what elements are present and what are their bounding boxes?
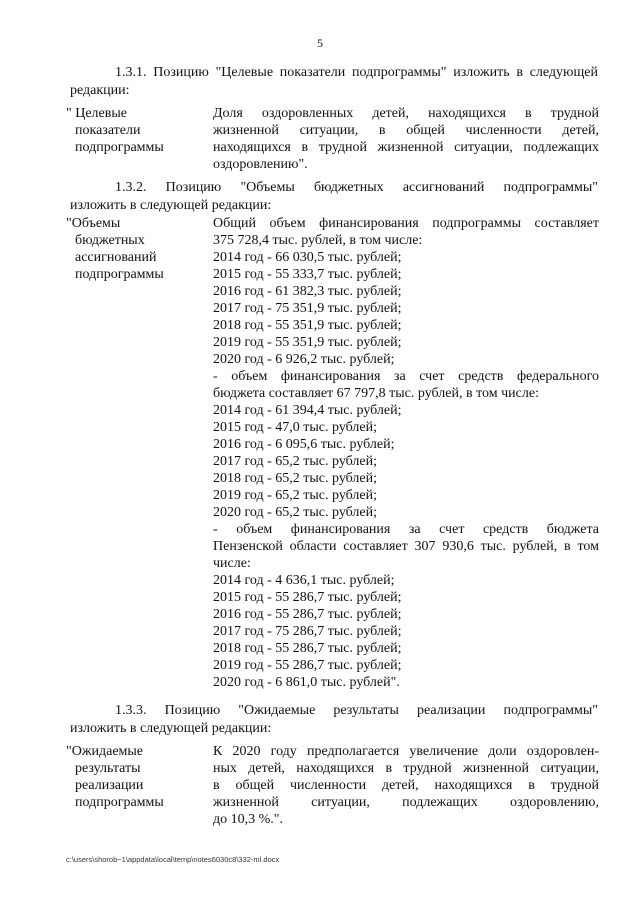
clause-1-3-2	[70, 179, 598, 215]
label-line: ассигнований	[75, 250, 157, 265]
value-line: 2017 год - 75 286,7 тыс. рублей;	[213, 624, 402, 639]
clause-1-3-3-line-2: изложить в следующей редакции:	[70, 721, 272, 736]
value-line: Пензенской области составляет 307 930,6 тыс. рублей, в том	[213, 539, 599, 554]
value-line: 375 728,4 тыс. рублей, в том числе:	[213, 233, 423, 248]
label-line: бюджетных	[75, 233, 145, 248]
label-line: подпрограммы	[75, 140, 164, 155]
target-indicators-label	[66, 105, 206, 156]
value-line: жизненной ситуации, подлежащих оздоровлению,	[213, 795, 599, 810]
value-line: 2017 год - 65,2 тыс. рублей;	[213, 454, 378, 469]
value-line: 2015 год - 55 286,7 тыс. рублей;	[213, 590, 402, 605]
value-line: находящихся в трудной жизненной ситуации, подлежащих	[213, 140, 599, 155]
label-line: подпрограммы	[75, 267, 164, 282]
value-line: Доля оздоровленных детей, находящихся в трудной	[213, 106, 599, 121]
value-line: 2020 год - 6 926,2 тыс. рублей;	[213, 352, 395, 367]
label-line: результаты	[75, 761, 141, 776]
value-line: 2017 год - 75 351,9 тыс. рублей;	[213, 301, 402, 316]
value-line: жизненной ситуации, в общей численности детей,	[213, 123, 599, 138]
value-line: 2018 год - 55 351,9 тыс. рублей;	[213, 318, 402, 333]
clause-1-3-1-line-2: редакции:	[70, 83, 130, 98]
value-line: числе:	[213, 556, 251, 571]
value-line: оздоровлению".	[213, 157, 308, 172]
value-line: бюджета составляет 67 797,8 тыс. рублей, в том числе:	[213, 386, 539, 401]
page-number: 5	[317, 36, 323, 50]
budget-allocations-label	[66, 215, 206, 283]
value-line: в общей численности детей, находящихся в трудной	[213, 778, 599, 793]
value-line: 2015 год - 55 333,7 тыс. рублей;	[213, 267, 402, 282]
value-line: 2020 год - 6 861,0 тыс. рублей".	[213, 675, 400, 690]
value-line: 2018 год - 55 286,7 тыс. рублей;	[213, 641, 402, 656]
clause-1-3-2-line-1: 1.3.2. Позицию "Объемы бюджетных ассигнований подпрограммы"	[115, 180, 598, 195]
clause-1-3-3	[70, 702, 598, 738]
value-line: 2020 год - 65,2 тыс. рублей;	[213, 505, 378, 520]
label-line: показатели	[75, 123, 141, 138]
label-line: реализации	[75, 778, 144, 793]
clause-1-3-1	[70, 64, 598, 100]
value-line: Общий объем финансирования подпрограммы составляет	[213, 216, 599, 231]
label-line: "Ожидаемые	[66, 744, 144, 759]
budget-allocations-value	[213, 215, 599, 691]
value-line: - объем финансирования за счет средств федерального	[213, 369, 599, 384]
expected-results-value	[213, 743, 599, 828]
value-line: 2016 год - 55 286,7 тыс. рублей;	[213, 607, 402, 622]
target-indicators-value	[213, 105, 599, 173]
value-line: 2015 год - 47,0 тыс. рублей;	[213, 420, 378, 435]
clause-1-3-2-line-2: изложить в следующей редакции:	[70, 198, 272, 213]
value-line: 2014 год - 4 636,1 тыс. рублей;	[213, 573, 395, 588]
label-line: подпрограммы	[75, 795, 164, 810]
value-line: 2018 год - 65,2 тыс. рублей;	[213, 471, 378, 486]
clause-1-3-3-line-1: 1.3.3. Позицию "Ожидаемые результаты реализации подпрограммы"	[115, 703, 598, 718]
value-line: до 10,3 %.".	[213, 812, 283, 827]
value-line: 2014 год - 61 394,4 тыс. рублей;	[213, 403, 402, 418]
expected-results-label	[66, 743, 206, 811]
value-line: 2014 год - 66 030,5 тыс. рублей;	[213, 250, 402, 265]
value-line: 2019 год - 65,2 тыс. рублей;	[213, 488, 378, 503]
value-line: - объем финансирования за счет средств бюджета	[213, 522, 599, 537]
clause-1-3-1-line-1: 1.3.1. Позицию "Целевые показатели подпрограммы" изложить в следующей	[115, 65, 598, 80]
value-line: ных детей, находящихся в трудной жизненной ситуации,	[213, 761, 599, 776]
footer-file-path: c:\users\shorob~1\appdata\local\temp\notes6030c8\332-ml.docx	[66, 855, 280, 864]
value-line: К 2020 году предполагается увеличение доли оздоровлен-	[213, 744, 599, 759]
value-line: 2019 год - 55 351,9 тыс. рублей;	[213, 335, 402, 350]
value-line: 2016 год - 6 095,6 тыс. рублей;	[213, 437, 395, 452]
label-line: " Целевые	[66, 106, 127, 121]
value-line: 2019 год - 55 286,7 тыс. рублей;	[213, 658, 402, 673]
label-line: "Объемы	[66, 216, 121, 231]
value-line: 2016 год - 61 382,3 тыс. рублей;	[213, 284, 402, 299]
